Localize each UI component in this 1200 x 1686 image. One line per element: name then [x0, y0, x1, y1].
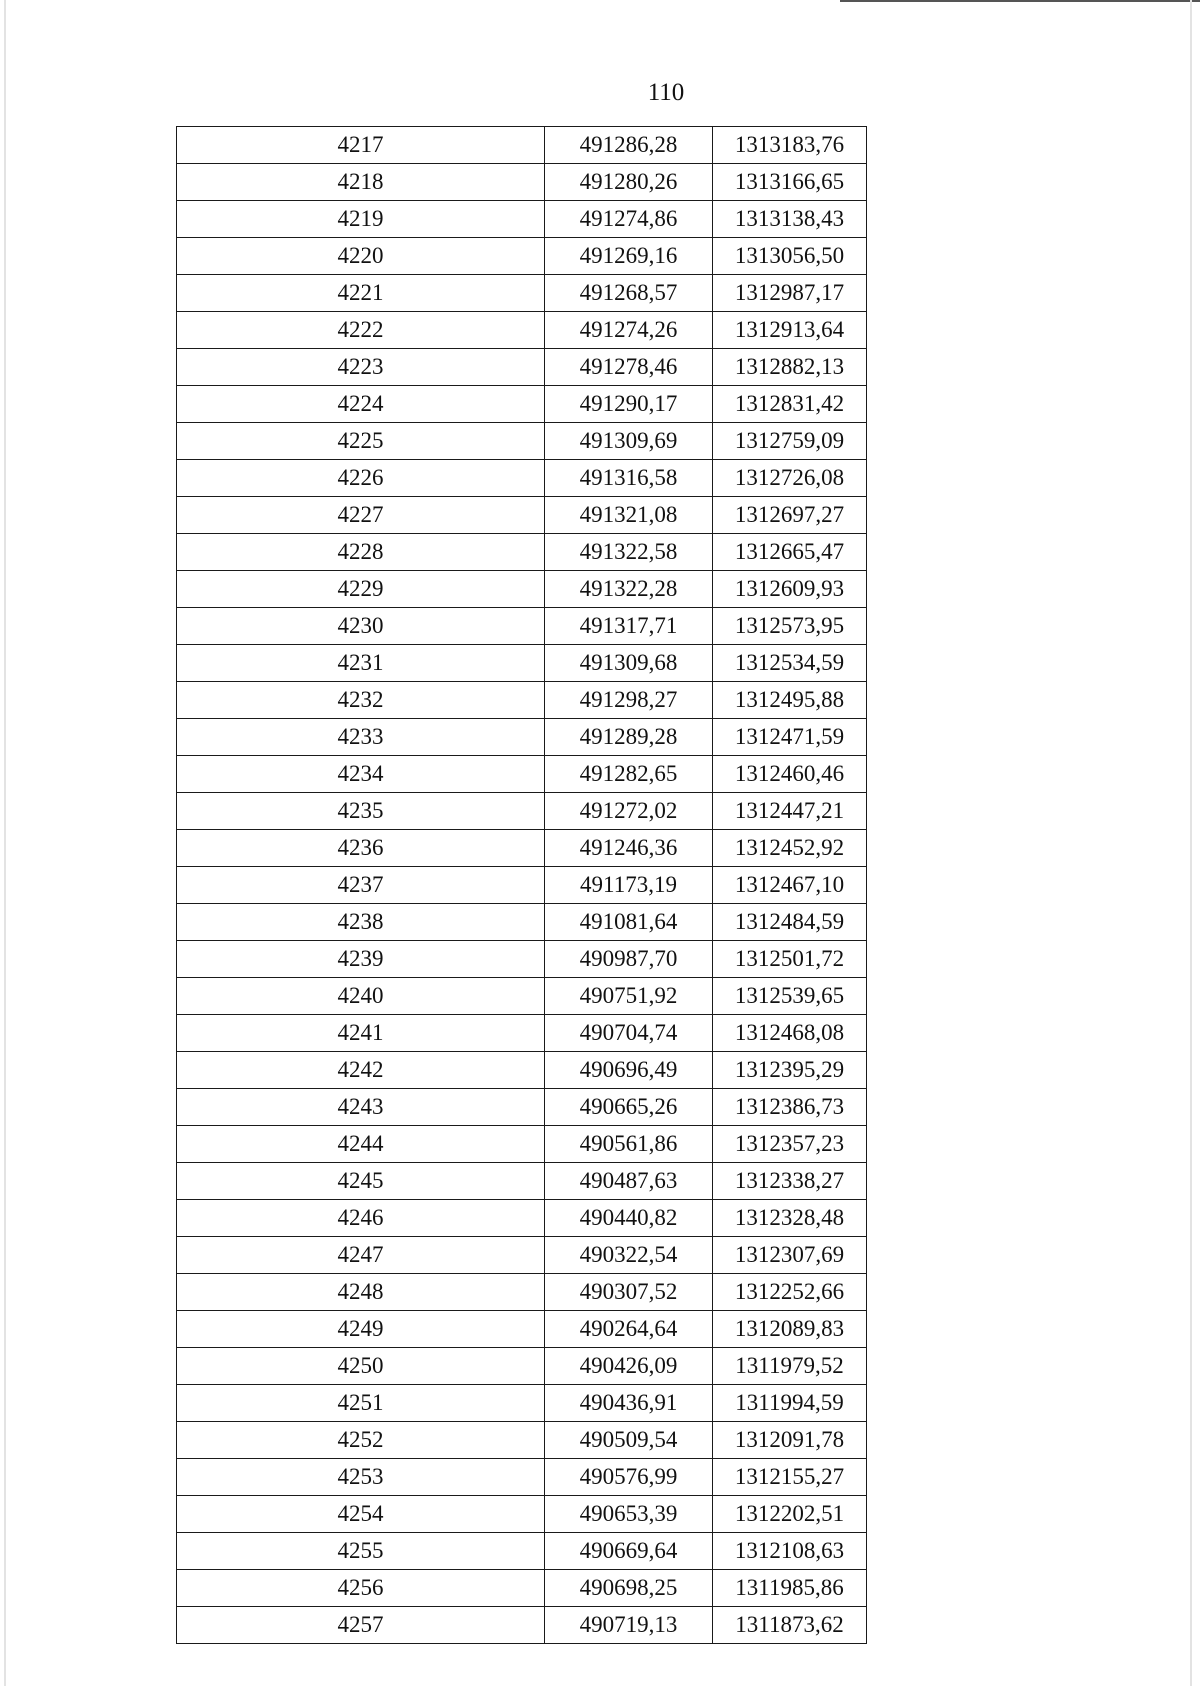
table-row — [177, 460, 867, 497]
y-coordinate-cell: 1312726,08 — [713, 460, 867, 497]
table-row — [177, 497, 867, 534]
x-coordinate-cell: 491278,46 — [545, 349, 713, 386]
y-coordinate-cell: 1311985,86 — [713, 1570, 867, 1607]
point-number-cell: 4237 — [177, 867, 545, 904]
x-coordinate-cell: 490426,09 — [545, 1348, 713, 1385]
point-number-cell: 4240 — [177, 978, 545, 1015]
point-number-cell: 4247 — [177, 1237, 545, 1274]
x-coordinate-cell: 491309,69 — [545, 423, 713, 460]
table-row — [177, 275, 867, 312]
table-row — [177, 719, 867, 756]
y-coordinate-cell: 1312831,42 — [713, 386, 867, 423]
table-row — [177, 867, 867, 904]
point-number-cell: 4221 — [177, 275, 545, 312]
point-number-cell: 4250 — [177, 1348, 545, 1385]
y-coordinate-cell: 1311979,52 — [713, 1348, 867, 1385]
y-coordinate-cell: 1313183,76 — [713, 127, 867, 164]
y-coordinate-cell: 1312307,69 — [713, 1237, 867, 1274]
y-coordinate-cell: 1312987,17 — [713, 275, 867, 312]
point-number-cell: 4228 — [177, 534, 545, 571]
table-row — [177, 1237, 867, 1274]
table-row — [177, 608, 867, 645]
table-row — [177, 793, 867, 830]
x-coordinate-cell: 491269,16 — [545, 238, 713, 275]
point-number-cell: 4220 — [177, 238, 545, 275]
table-row — [177, 1496, 867, 1533]
table-row — [177, 349, 867, 386]
x-coordinate-cell: 491321,08 — [545, 497, 713, 534]
y-coordinate-cell: 1312913,64 — [713, 312, 867, 349]
point-number-cell: 4219 — [177, 201, 545, 238]
x-coordinate-cell: 490436,91 — [545, 1385, 713, 1422]
y-coordinate-cell: 1312091,78 — [713, 1422, 867, 1459]
y-coordinate-cell: 1312252,66 — [713, 1274, 867, 1311]
y-coordinate-cell: 1312089,83 — [713, 1311, 867, 1348]
coordinates-table — [176, 126, 867, 1644]
table-row — [177, 1015, 867, 1052]
table-row — [177, 1274, 867, 1311]
x-coordinate-cell: 491316,58 — [545, 460, 713, 497]
x-coordinate-cell: 491282,65 — [545, 756, 713, 793]
table-row — [177, 386, 867, 423]
table-row — [177, 571, 867, 608]
x-coordinate-cell: 491268,57 — [545, 275, 713, 312]
point-number-cell: 4226 — [177, 460, 545, 497]
x-coordinate-cell: 491309,68 — [545, 645, 713, 682]
x-coordinate-cell: 490509,54 — [545, 1422, 713, 1459]
point-number-cell: 4242 — [177, 1052, 545, 1089]
x-coordinate-cell: 490751,92 — [545, 978, 713, 1015]
y-coordinate-cell: 1312467,10 — [713, 867, 867, 904]
point-number-cell: 4222 — [177, 312, 545, 349]
x-coordinate-cell: 491286,28 — [545, 127, 713, 164]
table-row — [177, 682, 867, 719]
y-coordinate-cell: 1312452,92 — [713, 830, 867, 867]
table-row — [177, 1348, 867, 1385]
point-number-cell: 4230 — [177, 608, 545, 645]
point-number-cell: 4234 — [177, 756, 545, 793]
y-coordinate-cell: 1311994,59 — [713, 1385, 867, 1422]
y-coordinate-cell: 1312484,59 — [713, 904, 867, 941]
point-number-cell: 4255 — [177, 1533, 545, 1570]
x-coordinate-cell: 491322,28 — [545, 571, 713, 608]
y-coordinate-cell: 1312447,21 — [713, 793, 867, 830]
y-coordinate-cell: 1312471,59 — [713, 719, 867, 756]
table-row — [177, 941, 867, 978]
y-coordinate-cell: 1312495,88 — [713, 682, 867, 719]
point-number-cell: 4239 — [177, 941, 545, 978]
y-coordinate-cell: 1311873,62 — [713, 1607, 867, 1644]
x-coordinate-cell: 490307,52 — [545, 1274, 713, 1311]
y-coordinate-cell: 1312108,63 — [713, 1533, 867, 1570]
x-coordinate-cell: 491289,28 — [545, 719, 713, 756]
point-number-cell: 4236 — [177, 830, 545, 867]
y-coordinate-cell: 1313166,65 — [713, 164, 867, 201]
point-number-cell: 4251 — [177, 1385, 545, 1422]
table-row — [177, 534, 867, 571]
point-number-cell: 4248 — [177, 1274, 545, 1311]
page-number: 110 — [647, 79, 685, 106]
table-row — [177, 1533, 867, 1570]
scan-top-border — [840, 0, 1200, 2]
table-row — [177, 127, 867, 164]
table-row — [177, 978, 867, 1015]
point-number-cell: 4224 — [177, 386, 545, 423]
y-coordinate-cell: 1312759,09 — [713, 423, 867, 460]
point-number-cell: 4249 — [177, 1311, 545, 1348]
table-row — [177, 645, 867, 682]
y-coordinate-cell: 1312697,27 — [713, 497, 867, 534]
x-coordinate-cell: 490665,26 — [545, 1089, 713, 1126]
table-row — [177, 312, 867, 349]
table-row — [177, 1089, 867, 1126]
point-number-cell: 4252 — [177, 1422, 545, 1459]
point-number-cell: 4243 — [177, 1089, 545, 1126]
y-coordinate-cell: 1312573,95 — [713, 608, 867, 645]
y-coordinate-cell: 1312609,93 — [713, 571, 867, 608]
table-row — [177, 1422, 867, 1459]
x-coordinate-cell: 490322,54 — [545, 1237, 713, 1274]
point-number-cell: 4254 — [177, 1496, 545, 1533]
x-coordinate-cell: 491290,17 — [545, 386, 713, 423]
point-number-cell: 4245 — [177, 1163, 545, 1200]
y-coordinate-cell: 1312534,59 — [713, 645, 867, 682]
x-coordinate-cell: 491280,26 — [545, 164, 713, 201]
x-coordinate-cell: 490440,82 — [545, 1200, 713, 1237]
table-row — [177, 164, 867, 201]
y-coordinate-cell: 1312460,46 — [713, 756, 867, 793]
point-number-cell: 4235 — [177, 793, 545, 830]
y-coordinate-cell: 1312357,23 — [713, 1126, 867, 1163]
x-coordinate-cell: 491298,27 — [545, 682, 713, 719]
table-row — [177, 1126, 867, 1163]
x-coordinate-cell: 490487,63 — [545, 1163, 713, 1200]
x-coordinate-cell: 491173,19 — [545, 867, 713, 904]
table-row — [177, 1052, 867, 1089]
table-row — [177, 1607, 867, 1644]
table-row — [177, 1311, 867, 1348]
x-coordinate-cell: 491322,58 — [545, 534, 713, 571]
y-coordinate-cell: 1312328,48 — [713, 1200, 867, 1237]
table-row — [177, 756, 867, 793]
x-coordinate-cell: 490669,64 — [545, 1533, 713, 1570]
scan-left-edge — [4, 0, 6, 1686]
x-coordinate-cell: 491272,02 — [545, 793, 713, 830]
y-coordinate-cell: 1312665,47 — [713, 534, 867, 571]
x-coordinate-cell: 490696,49 — [545, 1052, 713, 1089]
x-coordinate-cell: 491274,86 — [545, 201, 713, 238]
point-number-cell: 4257 — [177, 1607, 545, 1644]
x-coordinate-cell: 490698,25 — [545, 1570, 713, 1607]
point-number-cell: 4246 — [177, 1200, 545, 1237]
x-coordinate-cell: 490987,70 — [545, 941, 713, 978]
x-coordinate-cell: 491246,36 — [545, 830, 713, 867]
coordinates-table-body — [177, 127, 867, 1644]
point-number-cell: 4231 — [177, 645, 545, 682]
table-row — [177, 904, 867, 941]
table-row — [177, 1200, 867, 1237]
x-coordinate-cell: 491274,26 — [545, 312, 713, 349]
point-number-cell: 4232 — [177, 682, 545, 719]
point-number-cell: 4229 — [177, 571, 545, 608]
y-coordinate-cell: 1312338,27 — [713, 1163, 867, 1200]
point-number-cell: 4238 — [177, 904, 545, 941]
table-row — [177, 1570, 867, 1607]
point-number-cell: 4223 — [177, 349, 545, 386]
point-number-cell: 4218 — [177, 164, 545, 201]
table-row — [177, 1385, 867, 1422]
x-coordinate-cell: 490704,74 — [545, 1015, 713, 1052]
x-coordinate-cell: 490719,13 — [545, 1607, 713, 1644]
point-number-cell: 4241 — [177, 1015, 545, 1052]
y-coordinate-cell: 1312539,65 — [713, 978, 867, 1015]
point-number-cell: 4217 — [177, 127, 545, 164]
y-coordinate-cell: 1313138,43 — [713, 201, 867, 238]
x-coordinate-cell: 491081,64 — [545, 904, 713, 941]
table-row — [177, 201, 867, 238]
point-number-cell: 4253 — [177, 1459, 545, 1496]
point-number-cell: 4227 — [177, 497, 545, 534]
table-row — [177, 1459, 867, 1496]
table-row — [177, 830, 867, 867]
y-coordinate-cell: 1312386,73 — [713, 1089, 867, 1126]
point-number-cell: 4244 — [177, 1126, 545, 1163]
scan-right-edge — [1190, 0, 1192, 1686]
point-number-cell: 4233 — [177, 719, 545, 756]
y-coordinate-cell: 1312395,29 — [713, 1052, 867, 1089]
point-number-cell: 4225 — [177, 423, 545, 460]
x-coordinate-cell: 490576,99 — [545, 1459, 713, 1496]
table-row — [177, 238, 867, 275]
y-coordinate-cell: 1312501,72 — [713, 941, 867, 978]
table-row — [177, 1163, 867, 1200]
y-coordinate-cell: 1312882,13 — [713, 349, 867, 386]
y-coordinate-cell: 1312202,51 — [713, 1496, 867, 1533]
y-coordinate-cell: 1312155,27 — [713, 1459, 867, 1496]
x-coordinate-cell: 490653,39 — [545, 1496, 713, 1533]
table-row — [177, 423, 867, 460]
x-coordinate-cell: 491317,71 — [545, 608, 713, 645]
y-coordinate-cell: 1312468,08 — [713, 1015, 867, 1052]
point-number-cell: 4256 — [177, 1570, 545, 1607]
x-coordinate-cell: 490264,64 — [545, 1311, 713, 1348]
y-coordinate-cell: 1313056,50 — [713, 238, 867, 275]
x-coordinate-cell: 490561,86 — [545, 1126, 713, 1163]
